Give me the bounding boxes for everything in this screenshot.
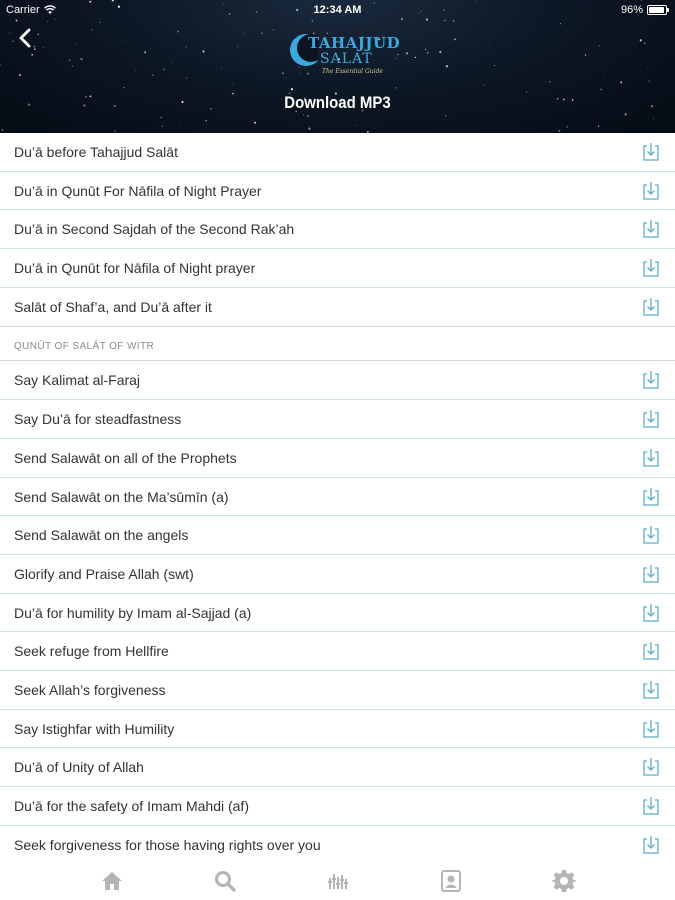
star (205, 120, 207, 122)
star (446, 65, 448, 67)
search-icon (217, 873, 235, 891)
download-icon[interactable] (641, 219, 661, 239)
star (303, 114, 304, 115)
battery-percent: 96% (620, 4, 643, 16)
list-item-label: Send Salawāt on the angels (14, 527, 189, 544)
star (124, 87, 125, 88)
page-title: Download MP3 (284, 93, 391, 112)
star (31, 54, 33, 56)
tab-home[interactable] (100, 869, 124, 893)
star (52, 117, 53, 118)
list-item-label: Du’ā in Qunūt for Nāfila of Night prayer (14, 260, 256, 277)
status-bar (0, 0, 675, 20)
download-icon[interactable] (641, 525, 661, 545)
list-item[interactable] (0, 787, 675, 826)
star (268, 37, 269, 38)
carrier-label: Carrier (6, 4, 40, 16)
contact-icon (442, 871, 460, 891)
star (291, 88, 293, 90)
logo-tagline: The Essential Guide (322, 68, 383, 75)
star (202, 50, 204, 52)
list-item[interactable] (0, 710, 675, 749)
status-right (621, 4, 667, 16)
status-time: 12:34 AM (313, 4, 362, 16)
star (647, 68, 648, 69)
star (254, 122, 256, 124)
download-icon[interactable] (641, 835, 661, 855)
logo-title: TAHAJJUD (308, 34, 401, 52)
tab-search[interactable] (213, 869, 237, 893)
star (69, 59, 71, 61)
star (135, 70, 136, 71)
list-item[interactable] (0, 210, 675, 249)
star (282, 72, 284, 74)
star (651, 105, 653, 107)
star (312, 20, 313, 21)
star (72, 65, 73, 66)
star (237, 46, 238, 47)
star (221, 68, 222, 69)
gear-icon (552, 870, 576, 892)
list-item[interactable] (0, 478, 675, 517)
download-list (0, 133, 675, 864)
list-item[interactable] (0, 632, 675, 671)
star (439, 51, 441, 53)
star (640, 39, 642, 41)
star (395, 58, 396, 59)
header (0, 0, 675, 133)
star (162, 126, 163, 127)
list-item-label: Du’ā of Unity of Allah (14, 759, 144, 776)
star (625, 113, 627, 115)
list-item[interactable] (0, 172, 675, 211)
download-icon[interactable] (641, 680, 661, 700)
list-item-label: Send Salawāt on the Ma’sūmīn (a) (14, 488, 229, 505)
star (91, 29, 92, 30)
download-icon[interactable] (641, 719, 661, 739)
download-icon[interactable] (641, 448, 661, 468)
star (180, 127, 181, 128)
star (653, 118, 654, 119)
download-icon[interactable] (641, 564, 661, 584)
star (599, 45, 600, 46)
star (425, 49, 426, 50)
star (144, 51, 146, 53)
star (28, 104, 30, 106)
list-item-label: Glorify and Praise Allah (swt) (14, 565, 194, 582)
download-icon[interactable] (641, 796, 661, 816)
download-icon[interactable] (641, 258, 661, 278)
download-icon[interactable] (641, 603, 661, 623)
list-item-label: Seek forgiveness for those having rights over you (14, 836, 321, 853)
tab-contact[interactable] (439, 869, 463, 893)
star (307, 115, 309, 117)
tab-audio[interactable] (326, 869, 350, 893)
download-icon[interactable] (641, 370, 661, 390)
tab-bar (0, 859, 675, 900)
list-item[interactable] (0, 671, 675, 710)
star (186, 77, 187, 78)
list-item[interactable] (0, 439, 675, 478)
star (483, 84, 484, 85)
list-item[interactable] (0, 400, 675, 439)
list-item-label: Du’ā in Qunūt For Nāfila of Night Prayer (14, 182, 262, 199)
download-icon[interactable] (641, 409, 661, 429)
star (567, 126, 568, 127)
star (560, 23, 561, 24)
battery-fill (649, 7, 664, 13)
star (397, 54, 398, 55)
star (620, 81, 622, 83)
star (494, 65, 495, 66)
battery-icon (647, 5, 667, 15)
list-item[interactable] (0, 133, 675, 172)
star (160, 117, 161, 118)
list-item-label: Seek Allah’s forgiveness (14, 681, 166, 698)
star (412, 51, 413, 52)
download-icon[interactable] (641, 142, 661, 162)
star (453, 20, 455, 22)
equalizer-icon (328, 874, 348, 889)
star (406, 52, 408, 54)
star (100, 22, 101, 23)
star (644, 43, 645, 44)
list-item[interactable] (0, 288, 675, 327)
star (47, 21, 48, 22)
list-item[interactable] (0, 555, 675, 594)
star (125, 40, 126, 41)
list-item[interactable] (0, 361, 675, 400)
star (2, 129, 4, 131)
star (273, 29, 274, 30)
star (43, 47, 44, 48)
star (163, 69, 165, 71)
star (261, 33, 262, 34)
list-item[interactable] (0, 249, 675, 288)
star (603, 75, 604, 76)
list-item-label: Seek refuge from Hellfire (14, 643, 169, 660)
list-item-label: Say Kalimat al-Faraj (14, 372, 141, 389)
star (395, 87, 396, 88)
list-item-label: Say Istighfar with Humility (14, 720, 175, 737)
star (489, 42, 490, 43)
star (649, 80, 650, 81)
download-icon[interactable] (641, 297, 661, 317)
list-item[interactable] (0, 516, 675, 555)
star (19, 74, 21, 76)
star (356, 125, 357, 126)
list-item-label: Du’ā for humility by Imam al-Sajjad (a) (14, 604, 252, 621)
star (445, 115, 446, 116)
app-logo (288, 26, 401, 78)
download-icon[interactable] (641, 487, 661, 507)
list-item-label: Du’ā for the safety of Imam Mahdi (af) (14, 798, 249, 814)
list-item[interactable] (0, 748, 675, 787)
star (233, 84, 234, 85)
star (186, 46, 187, 47)
star (601, 89, 602, 90)
star (177, 31, 179, 33)
star (541, 54, 542, 55)
section-header-label: QUNŪT OF SALĀT OF WITR (14, 341, 155, 353)
list-item-label: Du’ā before Tahajjud Salāt (14, 144, 178, 160)
back-button[interactable] (14, 26, 38, 50)
star (427, 52, 429, 54)
download-icon[interactable] (641, 641, 661, 661)
star (243, 33, 244, 34)
star (171, 63, 172, 64)
list-item-label: Send Salawāt on all of the Prophets (14, 449, 237, 466)
star (9, 32, 10, 33)
list-item-label: Salāt of Shaf’a, and Du’ā after it (14, 298, 212, 315)
download-icon[interactable] (641, 757, 661, 777)
section-header (0, 326, 675, 361)
star (152, 74, 154, 76)
star (308, 128, 310, 130)
star (585, 54, 586, 55)
star (549, 81, 551, 83)
list-item-label: Du’ā in Second Sajdah of the Second Rak’ah (14, 221, 295, 238)
star (415, 57, 416, 58)
list-item-label: Say Du’ā for steadfastness (14, 411, 182, 428)
logo-subtitle: SALAT (320, 51, 373, 67)
download-icon[interactable] (641, 181, 661, 201)
tab-settings[interactable] (552, 869, 576, 893)
star (114, 130, 115, 131)
star (0, 64, 1, 65)
star (454, 38, 456, 40)
star (558, 130, 560, 132)
star (80, 58, 82, 60)
list-item[interactable] (0, 594, 675, 633)
star (598, 125, 599, 126)
star (76, 43, 77, 44)
home-icon (102, 872, 122, 890)
